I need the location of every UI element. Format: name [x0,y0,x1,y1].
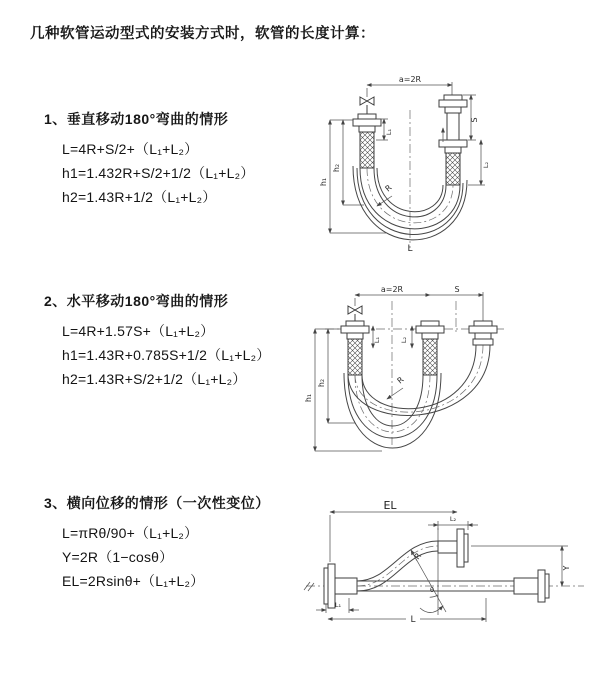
dimension-a2r [355,285,430,295]
dimension-h1 [319,120,386,233]
dimension-h1 [304,329,382,451]
section-1 [44,109,254,209]
dim-label-r: R [383,183,394,194]
dim-label-s: S [454,285,460,294]
dim-label-l: L [410,615,416,625]
break-mark [304,582,314,591]
braided-hose-section [423,339,437,375]
dim-label-s: S [470,117,479,123]
section-3 [44,493,270,593]
dimension-l2 [428,515,478,530]
dim-label-a2r: a=2R [398,75,422,84]
page-title: 几种软管运动型式的安装方式时，软管的长度计算： [30,26,375,42]
dim-label-l2: L₂ [482,161,490,169]
angle-theta [420,586,443,613]
section-1-formulas [44,137,254,209]
dim-label-a2r: a=2R [380,285,404,294]
left-pipe-fitting [341,321,369,375]
dim-label-r: R [412,551,424,562]
right-pipe-fitting [439,95,467,185]
middle-pipe-fitting [416,321,444,375]
formula-line: Y=2R（1−cosθ） [62,549,174,565]
formula-line: L=4R+1.57S+（L₁+L₂） [62,323,215,339]
section-3-heading: 3、横向位移的情形（一次性变位） [44,495,270,511]
hose-u-bend-position-a [344,373,441,448]
dim-label-el: EL [383,499,397,512]
section-3-formulas [44,521,270,593]
section-2-heading: 2、水平移动180°弯曲的情形 [44,293,229,309]
valve-icon [348,298,362,321]
formula-line: h2=1.43R+1/2（L₁+L₂） [62,189,217,205]
original-position-flange [514,570,549,602]
dimension-l1 [316,598,359,613]
formula-line: h1=1.432R+S/2+1/2（L₁+L₂） [62,165,255,181]
section-2 [44,291,270,391]
dim-label-l2: L₂ [400,336,408,344]
section-1-heading: 1、垂直移动180°弯曲的情形 [44,111,229,127]
braided-hose-section [348,339,362,375]
dimension-a2r [367,75,452,96]
dim-label-h2: h₂ [317,378,326,388]
braided-hose-section [446,153,460,185]
dim-label-r: R [395,375,406,386]
dimension-s [430,285,483,321]
hose-diagram-vertical-180 [300,70,500,255]
braided-hose-section [360,132,374,168]
formula-line: EL=2Rsinθ+（L₁+L₂） [62,573,205,589]
dim-label-h1: h₁ [319,177,328,187]
dim-label-l1: L₁ [373,336,381,344]
dim-label-l2: L₂ [449,515,457,523]
formula-line: L=πRθ/90+（L₁+L₂） [62,525,199,541]
dim-label-l1: L₁ [334,601,342,609]
formula-line: h1=1.43R+0.785S+1/2（L₁+L₂） [62,347,271,363]
hose-diagram-lateral-displacement [300,500,590,650]
dim-label-h1: h₁ [304,393,313,403]
dimension-h2 [332,120,364,205]
right-pipe-fitting [469,321,497,345]
dim-label-l: L [407,244,413,254]
hose-u-bend-position-b [348,345,490,415]
dim-label-l1: L₁ [385,128,393,136]
dimension-l2 [468,140,490,185]
section-2-formulas [44,319,270,391]
dim-label-theta: θ [430,586,434,594]
hose-s-curve [357,541,438,591]
formula-line: h2=1.43R+S/2+1/2（L₁+L₂） [62,371,247,387]
radius-callout [387,375,406,399]
hose-diagram-horizontal-180 [300,283,515,468]
displaced-flange [438,529,468,567]
dim-label-y: Y [562,565,571,571]
dim-label-h2: h₂ [332,163,341,173]
left-pipe-fitting [353,114,381,168]
formula-line: L=4R+S/2+（L₁+L₂） [62,141,199,157]
valve-icon [360,88,374,114]
dimension-l [328,598,486,625]
